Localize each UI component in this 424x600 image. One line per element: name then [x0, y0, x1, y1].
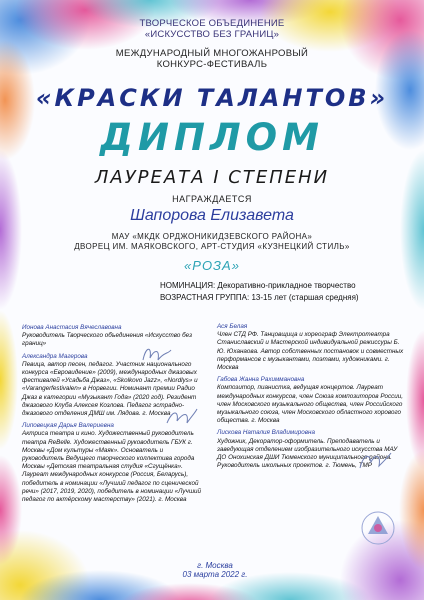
organizer [0, 18, 424, 40]
institution-line2: ДВОРЕЦ ИМ. МАЯКОВСКОГО, АРТ-СТУДИЯ «КУЗНЕЦКИЙ СТИЛЬ» [74, 242, 350, 251]
institution-line1: МАУ «МКДК ОРДЖОНИКИДЗЕВСКОГО РАЙОНА» [111, 232, 313, 241]
jury-member-bio: Руководитель Творческого объединения «Искусство без границ» [22, 332, 193, 348]
organizer-line2: «ИСКУССТВО БЕЗ ГРАНИЦ» [144, 29, 280, 40]
age-group: ВОЗРАСТНАЯ ГРУППА: 13-15 лет (старшая средняя) [160, 293, 359, 302]
jury-member [22, 324, 202, 349]
jury-member-name: Ионова Анастасия Вячеславовна [22, 324, 122, 331]
festival-type [0, 48, 424, 70]
jury-member-bio: Композитор, пианистка, ведущая концертов. Лауреат международных конкурсов, член Союза композиторов России, член Московского музыкального общества, член Российского музыкального союза, член Московского областного хорового общества. г. Москва [217, 384, 404, 425]
jury-member-name: Лискова Наталия Владимировна [217, 429, 315, 437]
recipient-name: Шапорова Елизавета [130, 207, 294, 224]
jury-member [217, 376, 407, 425]
awarded-label: НАГРАЖДАЕТСЯ [172, 194, 252, 204]
jury-member-name: Александра Магерова [22, 352, 88, 360]
festival-line1: МЕЖДУНАРОДНЫЙ МНОГОЖАНРОВЫЙ [115, 48, 309, 59]
jury-member-name: Габова Жанна Рахиммановна [217, 376, 305, 384]
work-title: «РОЗА» [184, 258, 240, 273]
institution [0, 232, 424, 252]
jury-member-bio: Актриса театра и кино. Художественный руководитель театра ReBelle. Художественный руководитель ГБУК г. Москвы «Дом культуры «Маяк». Основатель и руководитель Ведущего творческого коллектива города Москвы «Детская театральная студия «Сгущёнка». Лауреат международных конкурсов (Россия, Беларусь), победитель в номинации «Лучший педагог по сценической речи» (2017, 2019, 2020), победитель в номинации «Лучший педагог по актёрскому мастерству» (2021). г. Москва [22, 430, 202, 504]
organizer-line1: ТВОРЧЕСКОЕ ОБЪЕДИНЕНИЕ [139, 18, 285, 29]
jury-member [22, 422, 202, 504]
issue-place: г. Москва [197, 561, 233, 570]
signature-gabova [357, 450, 393, 472]
nomination-block [160, 280, 359, 304]
festival-line2: КОНКУРС-ФЕСТИВАЛЬ [156, 59, 268, 70]
nomination: НОМИНАЦИЯ: Декоративно-прикладное творчество [160, 281, 356, 290]
jury-member-name: Липовецкая Дарья Валериевна [22, 422, 114, 430]
festival-emblem [360, 508, 396, 548]
jury-member-bio: Певица, автор песен, педагог. Участник национального конкурса «Евровидение» (2009), международных джазовых фестивалей «Усадьба Джаз», «Skolkovo Jazz», «Nordlys» и «Varangerfestivalen» в Норвегии. Номинант премии Радио Джаз в категории «Музыкант Года» (2020 год). Резидент джазового Клуба Алексея Козлова. Педагог эстрадно-джазового отделения ДМШ им. Лядова. г. Москва [22, 360, 198, 418]
degree-title: ЛАУРЕАТА I СТЕПЕНИ [94, 167, 330, 188]
festival-brand-title: «КРАСКИ ТАЛАНТОВ» [35, 84, 389, 112]
document-title: ДИПЛОМ [100, 116, 324, 159]
jury-member-bio: Художник, Декоратор-оформитель. Преподаватель и заведующая отделением изобразительного искусства МАУ ДО Онохинская ДШИ Тюменского муниципального района. Руководитель школьных проектов. г. Тюмень, ТМР [217, 437, 398, 470]
jury-member-name: Ася Белая [217, 323, 248, 330]
issue-date: 03 марта 2022 г. [182, 570, 248, 579]
jury-member [217, 323, 407, 372]
signature-magerova [140, 344, 174, 364]
signature-lipovetskaya [165, 405, 199, 427]
jury-member-bio: Член СТД РФ. Танцовщица и хореограф Электротеатра Станиславский и Мастерской индивидуальной режиссуры Б. Ю. Юханаова. Автор собственных постановок и совместных перформансов с музыкантами, поэтами, художниками. г. Москва [217, 331, 404, 372]
issue-place-date [160, 561, 270, 579]
